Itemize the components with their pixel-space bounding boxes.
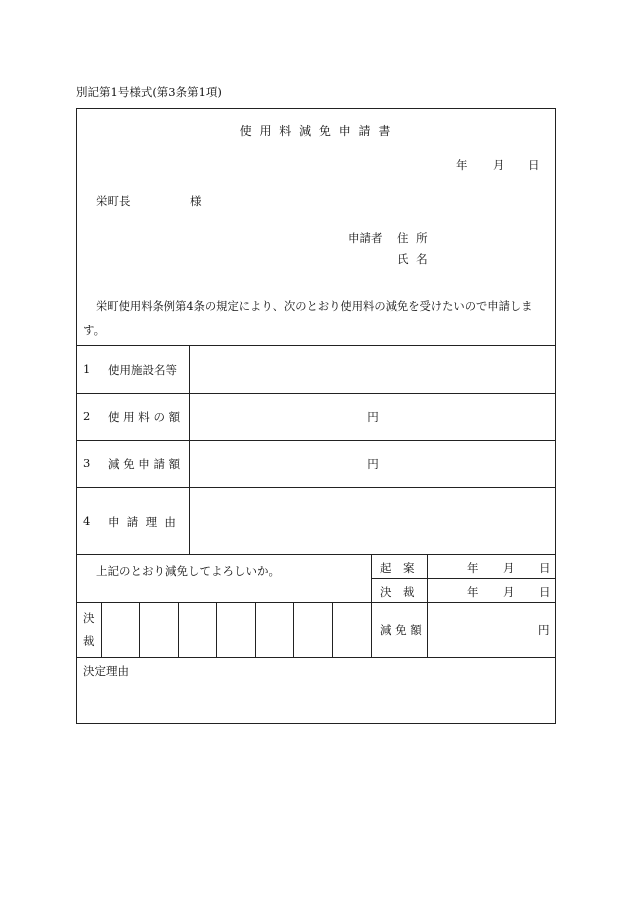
- row-number: 1: [83, 362, 91, 376]
- applicant-label: 申請者: [348, 231, 383, 245]
- form-label: 別記第1号様式(第3条第1項): [76, 85, 222, 99]
- decision-month: 月: [503, 585, 515, 599]
- row-label-facility: 使用施設名等: [108, 363, 177, 377]
- body-text-line2: す。: [83, 323, 106, 337]
- date-month: 月: [493, 158, 505, 172]
- reduction-yen: 円: [367, 457, 379, 471]
- draft-day: 日: [539, 561, 551, 575]
- row-number: 4: [83, 514, 91, 528]
- date-day: 日: [528, 158, 540, 172]
- draft-year: 年: [467, 561, 479, 575]
- addressee-name: 栄町長: [96, 194, 131, 208]
- date-year: 年: [456, 158, 468, 172]
- row-number: 2: [83, 409, 91, 423]
- draft-label: 起 案: [380, 561, 415, 575]
- row-number: 3: [83, 456, 91, 470]
- kessai-char-1: 決: [83, 611, 95, 625]
- genmen-label: 減 免 額: [380, 623, 422, 637]
- body-text-line1: 栄町使用料条例第4条の規定により、次のとおり使用料の減免を受けたいので申請しま: [96, 300, 533, 313]
- page-title: 使 用 料 減 免 申 請 書: [239, 124, 393, 138]
- approval-text: 上記のとおり減免してよろしいか。: [96, 564, 280, 578]
- decision-day: 日: [539, 585, 551, 599]
- row-label-reason: 申 請 理 由: [108, 515, 176, 529]
- decision-year: 年: [467, 585, 479, 599]
- applicant-name-label: 氏 名: [397, 252, 430, 266]
- kessai-char-2: 裁: [83, 634, 95, 648]
- row-label-fee: 使 用 料 の 額: [108, 410, 181, 424]
- row-label-reduction: 減 免 申 請 額: [108, 457, 181, 471]
- decision-label: 決 裁: [380, 585, 415, 599]
- applicant-address-label: 住 所: [397, 231, 430, 245]
- decision-reason-label: 決定理由: [83, 664, 129, 678]
- fee-yen: 円: [367, 410, 379, 424]
- genmen-yen: 円: [538, 623, 550, 637]
- addressee-honorific: 様: [190, 194, 202, 208]
- draft-month: 月: [503, 561, 515, 575]
